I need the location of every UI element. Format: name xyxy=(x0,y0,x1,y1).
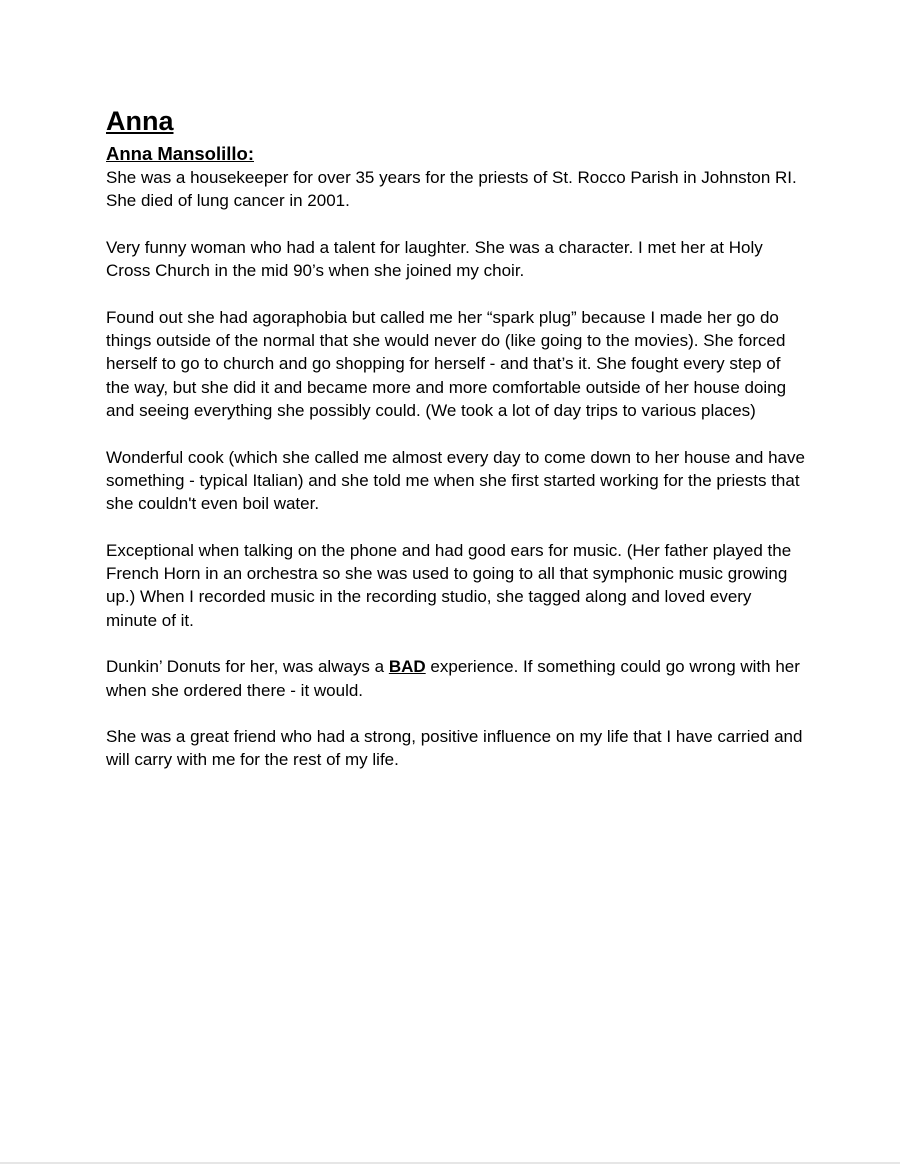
paragraph-funny-woman: Very funny woman who had a talent for laughter. She was a character. I met her at Holy Cross Church in the mid 90’s when she joined my choir. xyxy=(106,237,763,281)
paragraph-closing: She was a great friend who had a strong, positive influence on my life that I have carried and will carry with me for the rest of my life. xyxy=(106,727,803,770)
bad-emphasis: BAD xyxy=(388,657,426,677)
dunkin-text-after: experience. If something could go wrong with her when she ordered there - it would. xyxy=(106,657,800,700)
document-subtitle: Anna Mansolillo: xyxy=(106,143,254,164)
paragraph-dunkin xyxy=(106,655,806,702)
paragraph-housekeeper: She was a housekeeper for over 35 years for the priests of St. Rocco Parish in Johnston RI. She died of lung cancer in 2001. xyxy=(106,168,797,211)
paragraph-cook: Wonderful cook (which she called me almost every day to come down to her house and have something - typical Italian) and she told me when she first started working for the priests that she couldn't even boil water. xyxy=(106,447,805,514)
document-page xyxy=(106,104,806,795)
paragraph-agoraphobia: Found out she had agoraphobia but called me her “spark plug” because I made her go do things outside of the normal that she would never do (like going to the movies). She forced herself to go to church and go shopping for herself - and that’s it. She fought every step of the way, but she did it and became more and more comfortable outside of her house doing and seeing everything she possibly could. (We took a lot of day trips to various places) xyxy=(106,307,787,420)
dunkin-text-before: Dunkin’ Donuts for her, was always a xyxy=(106,657,389,677)
document-title: Anna xyxy=(106,106,174,136)
paragraph-music: Exceptional when talking on the phone and had good ears for music. (Her father played the French Horn in an orchestra so she was used to going to all that symphonic music growing up.) When I recorded music in the recording studio, she tagged along and loved every minute of it. xyxy=(106,540,792,630)
